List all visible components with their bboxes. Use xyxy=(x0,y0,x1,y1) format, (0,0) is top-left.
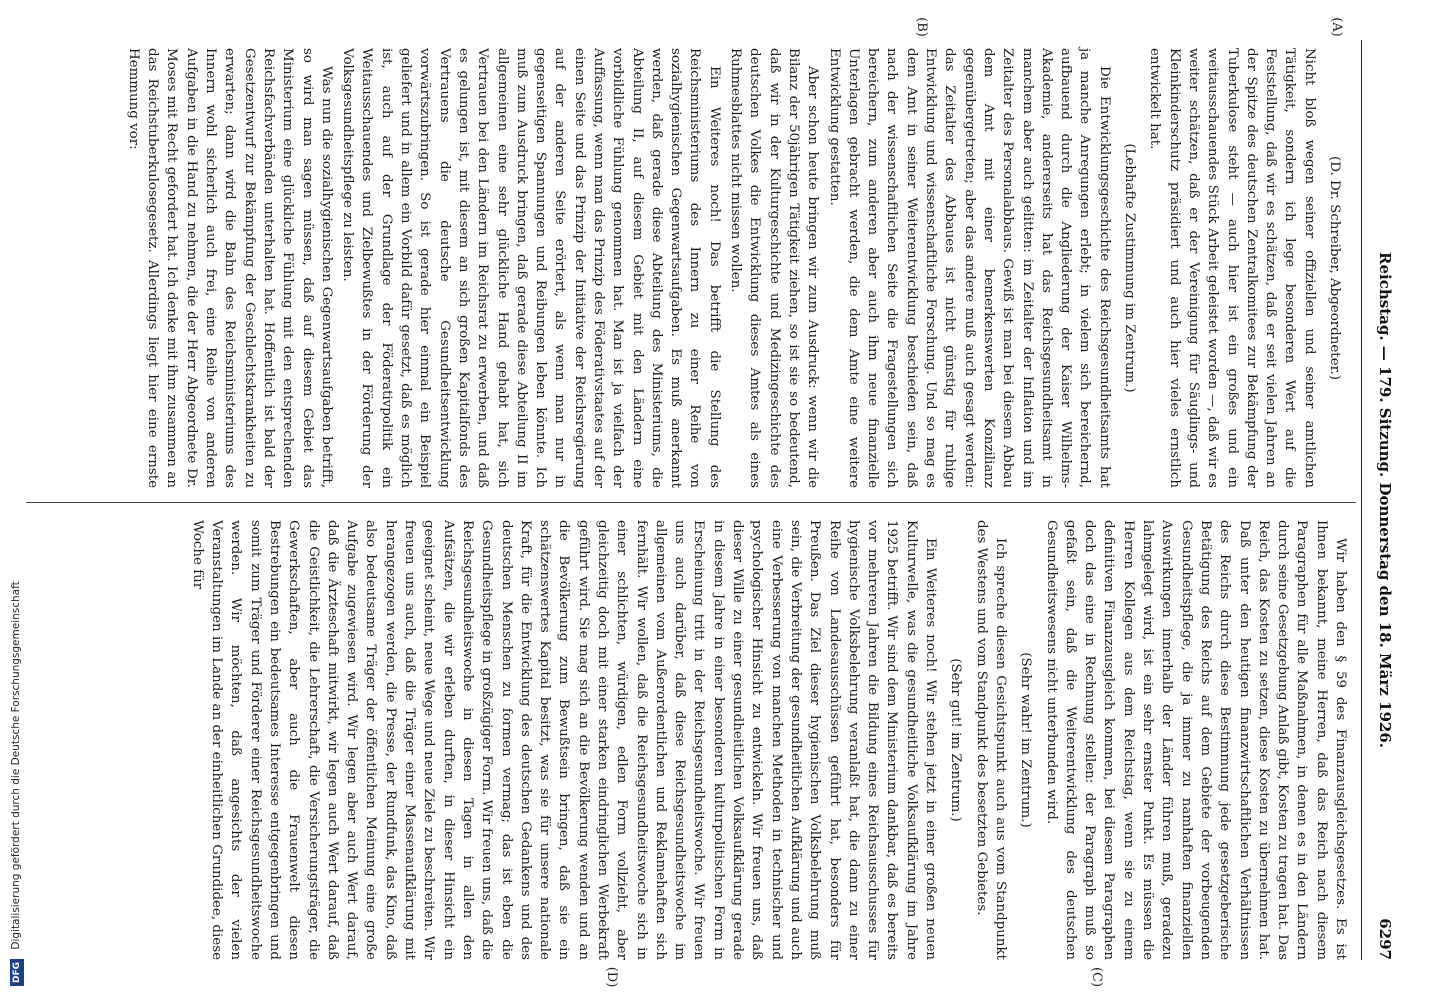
speaker-line: (D. Dr. Schreiber, Abgeordneter.) xyxy=(1327,155,1342,381)
margin-mark-d: (D) xyxy=(604,966,619,988)
paragraph: Ein Weiteres noch! Wir stehen jetzt in einer großen neuen Kulturwelle, was die gesundheitliche Volksaufklärung im Jahre 1925 betrifft. Wir sind dem Ministerium dankbar, daß es bereits vor mehreren Jahren die Bildung eines Reichsausschusses für hygienische Volksbelehrung veranlaßt hat, die dann zu einer Reihe von Landesausschüssen geführt hat, besonders für Preußen. Das Ziel dieser hygienischen Volksbelehrung muß sein, die Verbreitung der gesundheitlichen Aufklärung und auch eine Verbesserung von manchen Methoden in technischer und psychologischer Hinsicht zu entwickeln. Wir freuen uns, daß dieser Wille zu einer gesundheitlichen Volksaufklärung gerade in diesem Jahre in einer besonderen kulturpolitischen Form in Erscheinung tritt in der Reichsgesundheitswoche. Wir freuen uns auch darüber, daß diese Reichsgesundheitswoche im allgemeinen vom Außerordentlichen und Reklamehaften sich fernhält. Wir wollen, daß die Reichsgesundheitswoche sich in einer schlichten, würdigen, edlen Form vollzieht, aber gleichzeitig doch mit einer starken eindringlichen Werbekraft geführt wird. Sie mag sich an die Bevölkerung wenden und an die Bevölkerung zum Bewußtsein bringen, daß sie ein schätzenswertes Kapital besitzt, was sie für unsere nationale Kraft, für die Entwicklung des deutschen Gedankens und des deutschen Menschen zu formen vermag; das ist eben die Gesundheitspflege in großzügiger Form. Wir freuen uns, daß die Reichsgesundheitswoche in diesen Tagen in allen den Aufsätzen, die wir erleben durften, in dieser Hinsicht ein geeignet scheint, neue Wege und neue Ziele zu beschreiten. Wir freuen uns auch, daß die Träger einer Massenaufklärung mit herangezogen werden, die Presse, der Rundfunk, das Kino, daß also bedeutsame Träger der öffentlichen Meinung eine große Aufgabe zugewiesen wird. Wir legen aber auch Wert darauf, daß die Ärzteschaft mitwirkt, wir legen auch Wert darauf, daß die Geistlichkeit, die Lehrerschaft, die Versicherungsträger, die Gewerkschaften, aber auch die Frauenwelt diesen Bestrebungen ein bedeutsames Interesse entgegenbringen und somit zum Träger und Förderer einer Reichsgesundheitswoche werden. Wir möchten, daß angesichts der vielen Veranstaltungen im Lande an der einheitlichen Grundidee, diese Woche für xyxy=(189,520,939,960)
interjection: (Sehr wahr! im Zentrum.) xyxy=(1018,652,1034,828)
paragraph: Was nun die sozialhygienischen Gegenwartsaufgaben betrifft, so wird man sagen müssen, daß auf diesem Gebiet das Ministerium eine glückliche Fühlung mit den entsprechenden Reichsfachverbänden unterhalten hat. Hoffentlich ist bald der Gesetzentwurf zur Bekämpfung der Geschlechtskrankheiten zu erwarten; dann wird die Bahn des Reichsministeriums des Innern wohl sicherlich auch frei, eine Reihe von anderen Aufgaben in die Hand zu nehmen, die der Herr Abgeordnete Dr. Moses mit Recht gefordert hat. Ich denke mit ihm zusammen an das Reichstuberkulosegesetz. Allerdings liegt hier eine ernste Hemmung vor: xyxy=(125,48,334,488)
header-rule xyxy=(1361,40,1362,960)
paragraph: Aber schon heute bringen wir zum Ausdruck: wenn wir die Bilanz der 50jährigen Tätigkeit ziehen, so ist sie so bedeutend, daß wir in der Kulturgeschichte und Medizingeschichte des deutschen Volkes die Entwicklung dieses Amtes als eines Ruhmesblattes nicht missen wollen. xyxy=(728,48,821,488)
session-title: Reichstag. — 179. Sitzung. Donnerstag den 18. März 1926. xyxy=(1376,252,1394,748)
right-column xyxy=(30,520,1350,960)
paragraph: Die Entwicklungsgeschichte des Reichsgesundheitsamts hat ja manche Anregungen erlebt; in vielem sich bereichernd, aufbauend durch die Angliederung der Kaiser Wilhelms-Akademie, andererseits hat das Reichsgesundheitsamt in manchem aber auch gelitten: im Zeitalter der Inflation und im Zeitalter des Personalabbaus. Gewiß ist man bei diesem Abbau dem Amt mit einer bemerkenswerten Konzilianz gegenübergetreten; aber das andere muß auch gesagt werden: das Zeitalter des Abbaues ist nicht günstig für ruhige Entwicklung und wissenschaftliche Forschung. Und so mag es dem Amt in seiner Weiterentwicklung beschieden sein, daß nach der wissenschaftlichen Seite die Fragestellungen sich bereichern, zum anderen aber auch ihm neue finanzielle Unterlagen gebracht werden, die dem Amte eine weitere Entwicklung gestatten. xyxy=(826,48,1112,488)
paragraph: Ein Weiteres noch! Das betrifft die Stellung des Reichsministeriums des Innern zu einer Reihe von sozialhygienischen Gegenwartsaufgaben. Es muß anerkannt werden, daß gerade diese Abteilung des Ministeriums, die Abteilung II, auf diesem Gebiet mit den Ländern eine vorbildliche Fühlung genommen hat. Man ist ja vielfach der Auffassung, wenn man das Prinzip des Föderativstaates auf der einen Seite und das Prinzip der Initiative der Reichsregierung auf der anderen Seite erörtert, als wenn man nur in gegenseitigen Spannungen und Reibungen leben könnte. Ich muß zum Ausdruck bringen, daß gerade diese Abteilung II im allgemeinen eine sehr glückliche Hand gehabt hat, sich Vertrauen bei den Ländern im Reichsrat zu erwerben, und daß es gelungen ist, mit diesem an sich großen Kapitalfonds des Vertrauens die deutsche Gesundheitsentwicklung vorwärtszubringen. So ist gerade hier einmal ein Beispiel geliefert und in allem ein Vorbild dafür gesetzt, daß es möglich ist, auch auf der Grundlage der Föderativpolitik ein Weitausschauendes und Zielbewußtes in der Förderung der Volksgesundheitspflege zu leisten. xyxy=(340,48,722,488)
page-number: 6297 xyxy=(1376,918,1394,960)
left-column xyxy=(30,48,1350,488)
dfg-logo: DFG xyxy=(10,959,24,986)
credit-text: Digitalisierung gefördert durch die Deutsche Forschungsgemeinschaft xyxy=(10,581,22,950)
interjection: (Sehr gut! im Zentrum.) xyxy=(948,658,964,822)
page-header xyxy=(1368,40,1394,960)
paragraph: Wir haben den § 59 des Finanzausgleichsgesetzes. Es ist Ihnen bekannt, meine Herren, daß das Reich nach diesem Paragraphen für alle Maßnahmen, in denen es in den Ländern durch seine Gesetzgebung Anlaß gibt, Kosten zu tragen hat. Das Reich, das Kosten zu setzen, diese Kosten zu übernehmen hat. Daß unter den heutigen finanzwirtschaftlichen Verhältnissen des Reichs durch diese Bestimmung jede gesetzgeberische Betätigung des Reichs auf dem Gebiete der vorbeugenden Gesundheitspflege, die ja immer zu namhaften finanziellen Auswirkungen innerhalb der Länder führen muß, geradezu lahmgelegt wird, ist ein sehr ernster Punkt. Es müssen die Herren Kollegen aus dem Reichstag, wenn sie zu einem definitiven Finanzausgleich kommen, bei diesem Paragraphen doch das eine in Rechnung stellen: der Paragraph muß so gefaßt sein, daß die Weiterentwicklung des deutschen Gesundheitswesens nicht unterbunden wird. xyxy=(1043,520,1348,960)
margin-mark-c: (C) xyxy=(1089,966,1104,988)
paragraph: Ich spreche diesen Gesichtspunkt auch aus vom Standpunkt des Westens und vom Standpunkt des besetzten Gebietes. xyxy=(973,520,1008,960)
margin-mark-b: (B) xyxy=(914,17,929,37)
interjection: (Lebhafte Zustimmung im Zentrum.) xyxy=(1122,143,1138,393)
column-divider xyxy=(26,502,1356,503)
margin-mark-a: (A) xyxy=(1329,17,1344,37)
paragraph: Nicht bloß wegen seiner offiziellen und seiner amtlichen Tätigkeit, sondern ich lege besonderen Wert auf die Feststellung, daß wir es schätzen, daß er seit vielen Jahren an der Spitze des deutschen Zentralkomitees zur Bekämpfung der Tuberkulose steht — auch hier ist ein großes und ein weitausschauendes Stück Arbeit geleistet worden —, daß wir es weiter schätzen, daß er der Vereinigung für Säuglings- und Kleinkinderschutz präsidiert und auch hier vieles ernstlich entwickelt hat. xyxy=(1147,48,1317,488)
